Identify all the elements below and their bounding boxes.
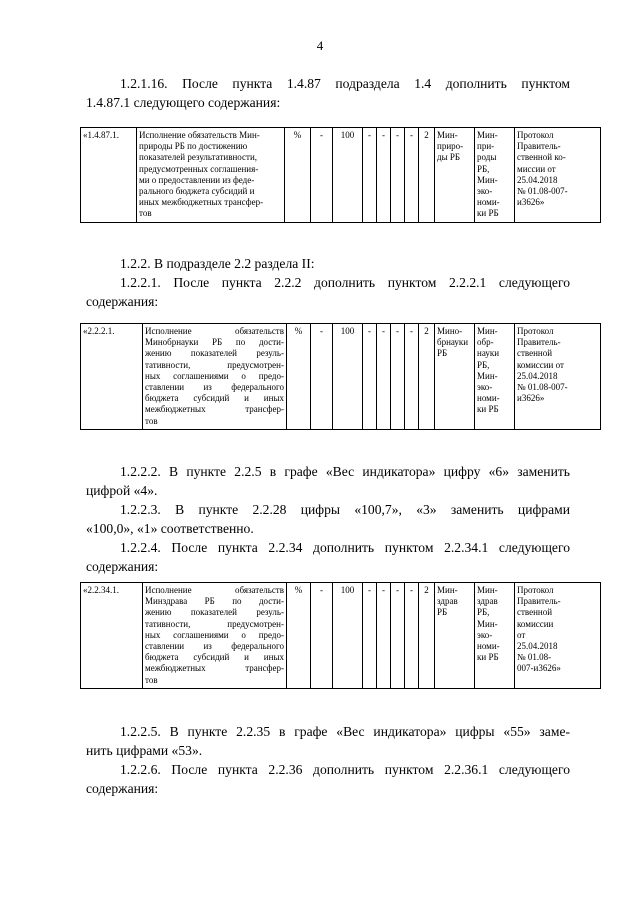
- basis-cell: Протокол Правитель- ственной ко- миссии от 25.04.2018 № 01.08-007- и3626»: [515, 128, 601, 223]
- text-line: 1.2.2.6. После пункта 2.2.36 дополнить пунктом 2.2.36.1 следующего: [120, 762, 570, 777]
- value-cell: -: [363, 324, 377, 430]
- text-line: 1.2.2.1. После пункта 2.2.2 дополнить пунктом 2.2.2.1 следующего: [120, 275, 570, 290]
- text-line: содержания:: [86, 559, 159, 574]
- item-number: «2.2.34.1.: [81, 583, 143, 689]
- value-cell: -: [405, 128, 419, 223]
- item-number: «1.4.87.1.: [81, 128, 137, 223]
- amendment-table-1-4-87-1: [80, 127, 601, 223]
- value-cell: -: [377, 128, 391, 223]
- text-line: 1.4.87.1 следующего содержания:: [86, 95, 281, 110]
- page-number: 4: [316, 38, 324, 53]
- paragraph-1-2-2: [86, 254, 570, 311]
- responsible-cell: Мин- здрав РБ: [435, 583, 475, 689]
- value-cell: -: [377, 583, 391, 689]
- value-cell: 100: [333, 324, 363, 430]
- value-cell: 100: [333, 583, 363, 689]
- value-cell: -: [311, 128, 333, 223]
- table-row: [81, 128, 601, 223]
- responsible-cell: Мино- брнауки РБ: [435, 324, 475, 430]
- table-row: [81, 583, 601, 689]
- value-cell: -: [311, 583, 333, 689]
- indicator-name: Исполнение обязательств Мин- природы РБ по достижению показателей результативности, предусмотренных соглашения- ми о предоставлении из феде- рального бюджета субсидий и иных межбюджетных трансфер- тов: [137, 128, 285, 223]
- unit-cell: %: [285, 128, 311, 223]
- value-cell: -: [363, 583, 377, 689]
- text-line: 1.2.1.16. После пункта 1.4.87 подраздела 1.4 дополнить пунктом: [120, 76, 570, 91]
- basis-cell: Протокол Правитель- ственной комиссии от 25.04.2018 № 01.08-007- и3626»: [515, 324, 601, 430]
- table-row: [81, 324, 601, 430]
- value-cell: -: [405, 324, 419, 430]
- unit-cell: %: [287, 583, 311, 689]
- text-line: цифрой «4».: [86, 483, 158, 498]
- indicator-name: Исполнение обязательств Минздрава РБ по дости- жению показателей резуль- тативности, предусмотрен- ных соглашениями о предо- ставлении из федерального бюджета субсидий и иных межбюджетных трансфер- тов: [143, 583, 287, 689]
- value-cell: -: [391, 583, 405, 689]
- value-cell: -: [405, 583, 419, 689]
- text-line: «100,0», «1» соответственно.: [86, 521, 254, 536]
- item-number: «2.2.2.1.: [81, 324, 143, 430]
- responsible-cell: Мин- приро- ды РБ: [435, 128, 475, 223]
- paragraph-1-2-1-16: [86, 74, 570, 112]
- basis-cell: Протокол Правитель- ственной комиссии от 25.04.2018 № 01.08- 007-и3626»: [515, 583, 601, 689]
- weight-cell: 2: [419, 128, 435, 223]
- text-line: 1.2.2.4. После пункта 2.2.34 дополнить пунктом 2.2.34.1 следующего: [120, 540, 570, 555]
- value-cell: -: [391, 128, 405, 223]
- value-cell: -: [363, 128, 377, 223]
- text-line: 1.2.2.3. В пункте 2.2.28 цифры «100,7», «3» заменить цифрами: [120, 502, 570, 517]
- value-cell: -: [311, 324, 333, 430]
- weight-cell: 2: [419, 324, 435, 430]
- text-line: 1.2.2. В подразделе 2.2 раздела II:: [120, 256, 315, 271]
- text-line: нить цифрами «53».: [86, 743, 203, 758]
- value-cell: -: [377, 324, 391, 430]
- amendment-table-2-2-34-1: [80, 582, 601, 689]
- indicator-name: Исполнение обязательств Минобрнауки РБ по дости- жению показателей резуль- тативности, предусмотрен- ных соглашениями о предо- ставлении из федерального бюджета субсидий и иных межбюджетных трансфер- тов: [143, 324, 287, 430]
- amendment-table-2-2-2-1: [80, 323, 601, 430]
- coexecutor-cell: Мин- здрав РБ, Мин- эко- номи- ки РБ: [475, 583, 515, 689]
- paragraph-1-2-2-5-to-6: [86, 722, 570, 798]
- value-cell: 100: [333, 128, 363, 223]
- value-cell: -: [391, 324, 405, 430]
- coexecutor-cell: Мин- при- роды РБ, Мин- эко- номи- ки РБ: [475, 128, 515, 223]
- text-line: содержания:: [86, 294, 159, 309]
- weight-cell: 2: [419, 583, 435, 689]
- paragraph-1-2-2-2-to-4: [86, 462, 570, 576]
- unit-cell: %: [287, 324, 311, 430]
- coexecutor-cell: Мин- обр- науки РБ, Мин- эко- номи- ки РБ: [475, 324, 515, 430]
- text-line: 1.2.2.2. В пункте 2.2.5 в графе «Вес индикатора» цифру «6» заменить: [120, 464, 570, 479]
- text-line: содержания:: [86, 781, 159, 796]
- text-line: 1.2.2.5. В пункте 2.2.35 в графе «Вес индикатора» цифры «55» заме-: [120, 724, 570, 739]
